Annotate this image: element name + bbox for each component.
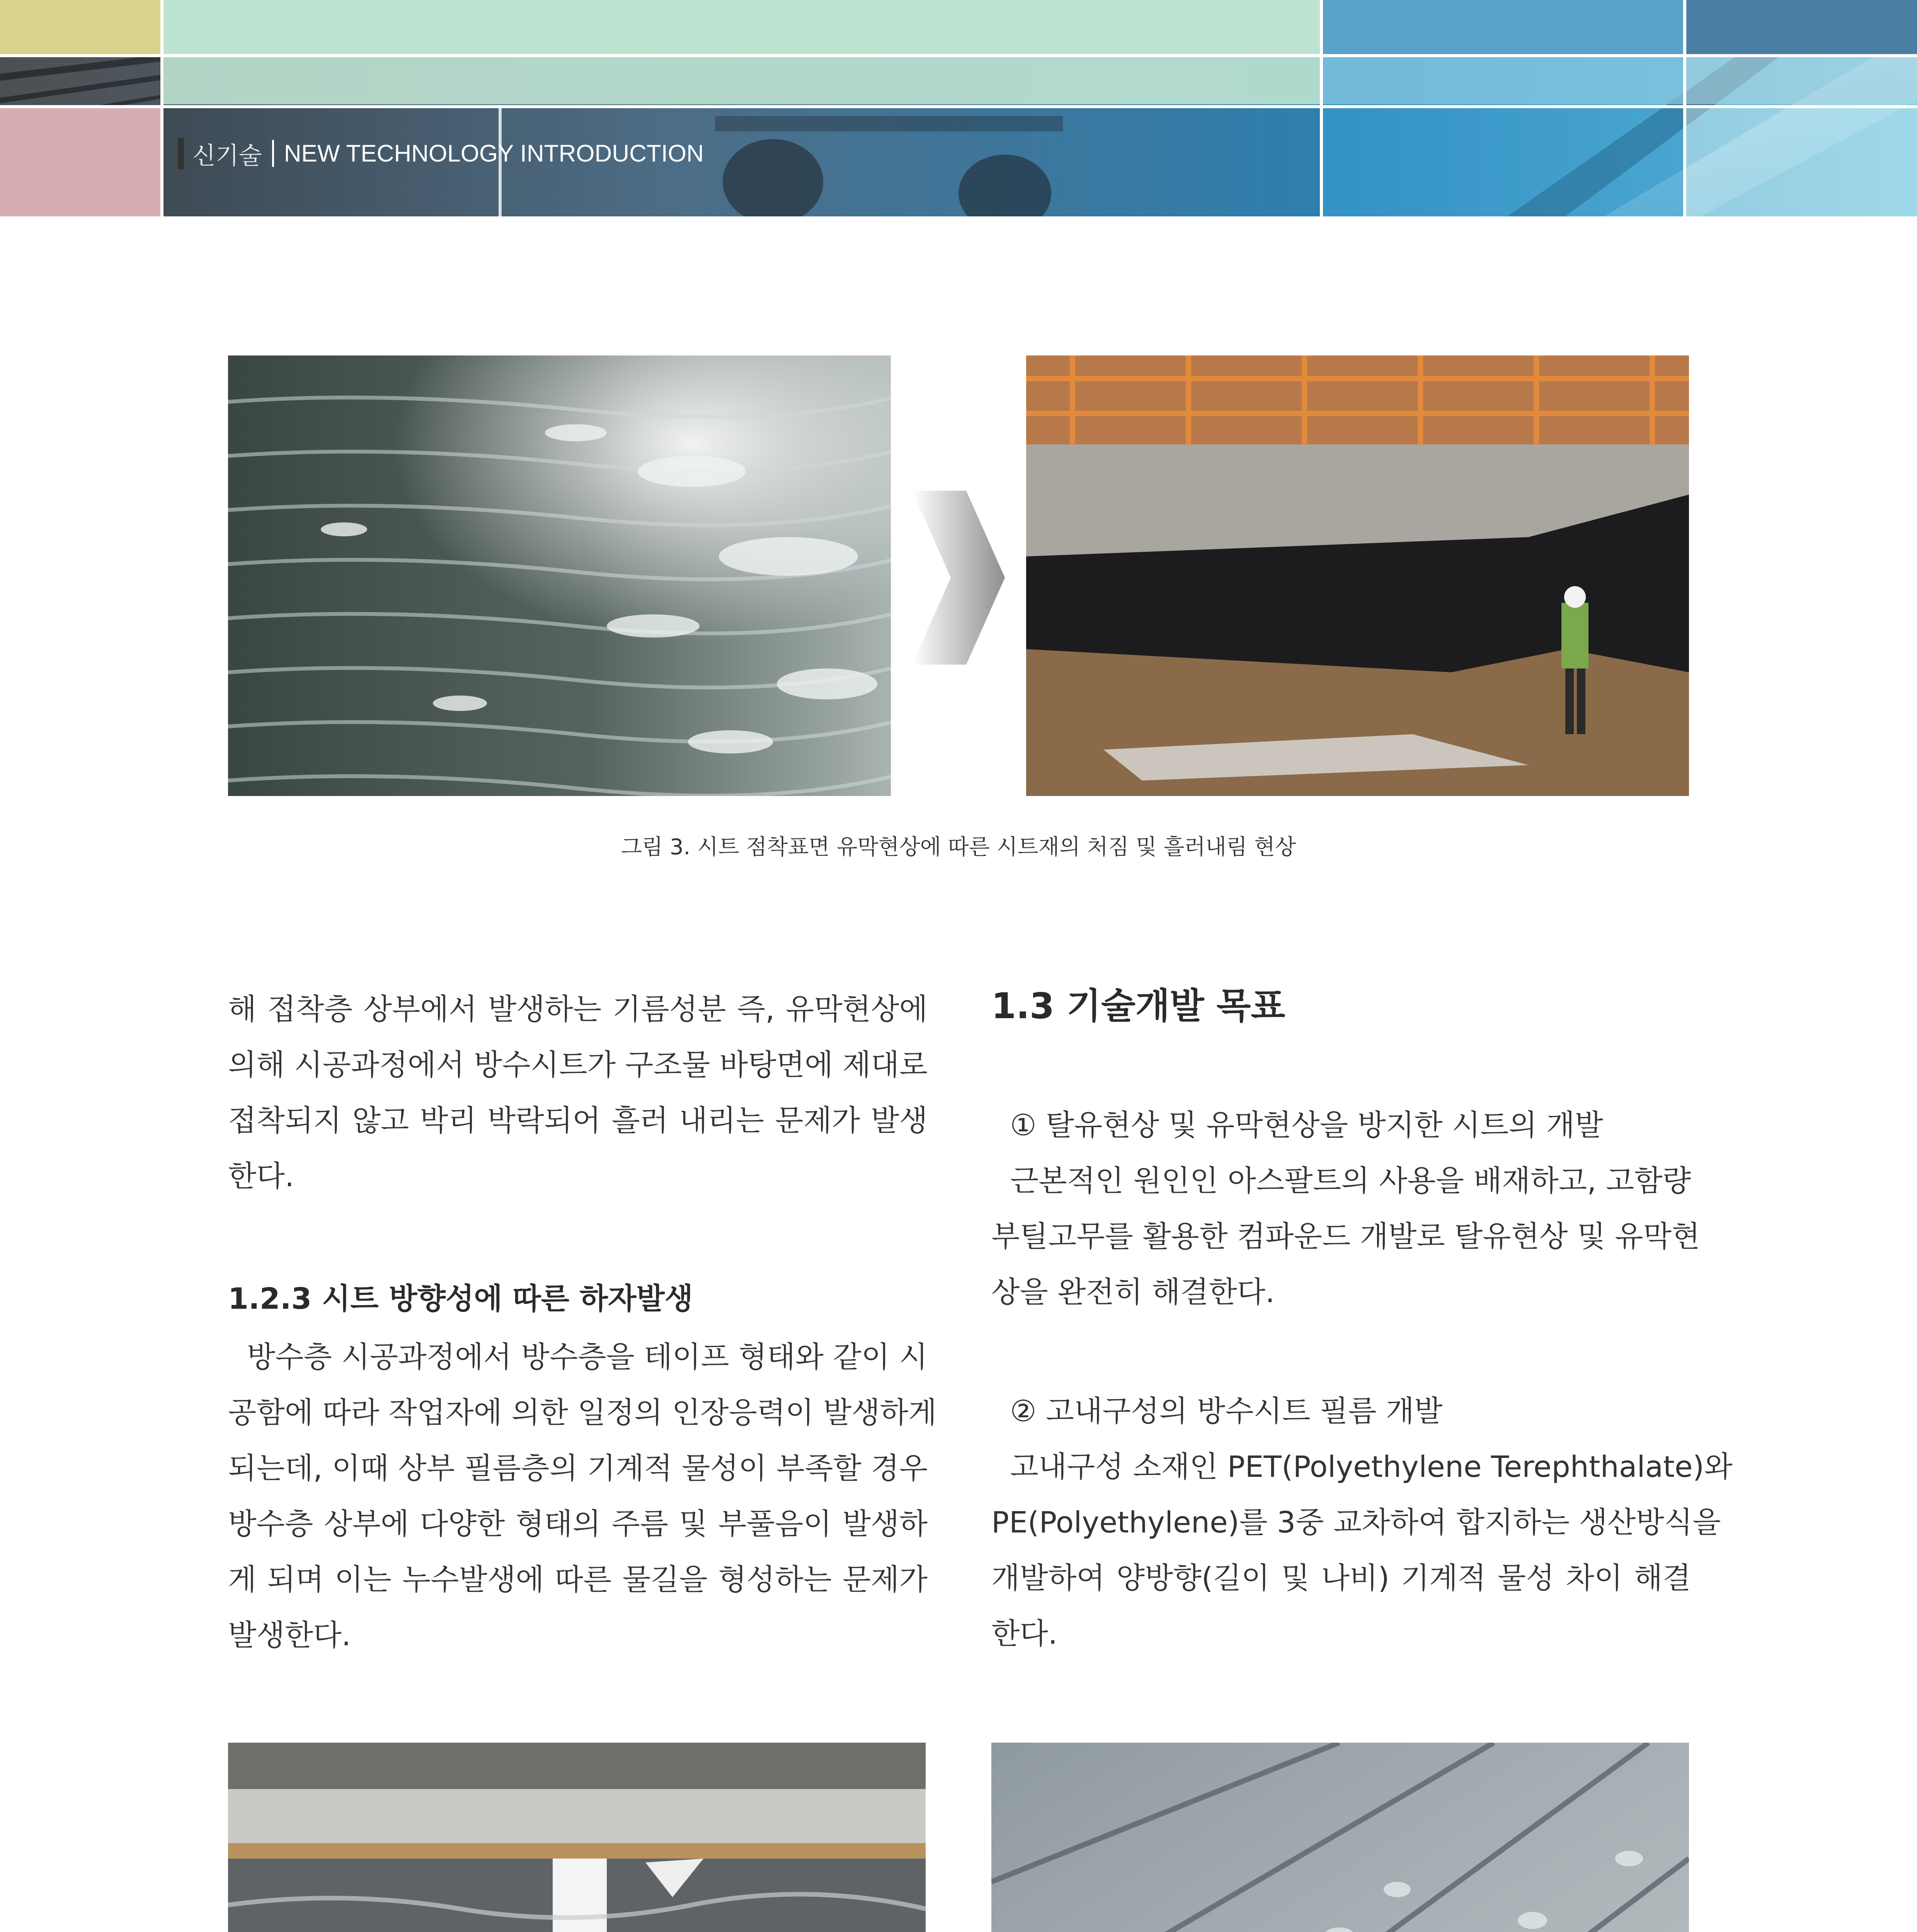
right-item2: [991, 1383, 1733, 1662]
left-intro-paragraph: [228, 981, 928, 1204]
section-label-ko: 신기술: [192, 142, 262, 169]
oil-film-photo-graphic: [228, 355, 891, 796]
wrinkled-membrane-photo: [228, 1743, 926, 1932]
sheet-surface-oil-film-photo: [228, 355, 891, 796]
text-line: 부틸고무를 활용한 컴파운드 개발로 탈유현상 및 유막현: [991, 1219, 1700, 1253]
text-line: 고내구성 소재인 PET(Polyethylene Terephthalate)와: [991, 1449, 1733, 1484]
text-line: 해 접착층 상부에서 발생하는 기름성분 즉, 유막현상에: [228, 992, 928, 1026]
text-line: 근본적인 원인인 아스팔트의 사용을 배재하고, 고함량: [991, 1163, 1691, 1198]
section-label-en: NEW TECHNOLOGY INTRODUCTION: [284, 140, 704, 167]
running-head-divider: [272, 140, 274, 167]
running-head: [178, 136, 704, 171]
text-line: 게 되며 이는 누수발생에 따른 물길을 형성하는 문제가: [228, 1562, 928, 1597]
text-line: 되는데, 이때 상부 필름층의 기계적 물성이 부족할 경우: [228, 1451, 928, 1485]
text-line: 방수층 시공과정에서 방수층을 테이프 형태와 같이 시: [228, 1340, 928, 1374]
construction-photo-graphic: [1026, 355, 1689, 796]
blistered-membrane-graphic: [991, 1743, 1689, 1932]
blistered-membrane-photo: [991, 1743, 1689, 1932]
text-line: 개발하여 양방향(길이 및 나비) 기계적 물성 차이 해결: [991, 1561, 1691, 1595]
text-line: 의해 시공과정에서 방수시트가 구조물 바탕면에 제대로: [228, 1048, 928, 1082]
text-line: 공함에 따라 작업자에 의한 일정의 인장응력이 발생하게: [228, 1395, 937, 1430]
text-line: PE(Polyethylene)를 3중 교차하여 합지하는 생산방식을: [991, 1505, 1721, 1539]
text-line: 한다.: [991, 1616, 1057, 1651]
item1-title: ① 탈유현상 및 유막현상을 방지한 시트의 개발: [991, 1108, 1603, 1142]
text-line: 한다.: [228, 1159, 294, 1193]
arrow-right-icon: [912, 491, 1005, 665]
text-line: 접착되지 않고 박리 박락되어 흘러 내리는 문제가 발생: [228, 1103, 928, 1138]
text-line: 발생한다.: [228, 1618, 351, 1652]
section-heading-1-3: 1.3 기술개발 목표: [991, 985, 1285, 1027]
section-heading-1-2-3: 1.2.3 시트 방향성에 따른 하자발생: [228, 1281, 693, 1316]
running-head-bar: [178, 138, 184, 169]
header-banner: [0, 0, 1917, 216]
left-body-paragraph: [228, 1329, 937, 1663]
wrinkled-membrane-graphic: [228, 1743, 926, 1932]
figure3-caption: 그림 3. 시트 점착표면 유막현상에 따른 시트재의 처짐 및 흘러내림 현상: [621, 835, 1296, 860]
item2-title: ② 고내구성의 방수시트 필름 개발: [991, 1394, 1443, 1428]
banner-graphic: [0, 0, 1917, 216]
text-line: 방수층 상부에 다양한 형태의 주름 및 부풀음이 발생하: [228, 1507, 928, 1541]
right-item1: [991, 1097, 1700, 1320]
construction-site-waterproof-sheet-photo: [1026, 355, 1689, 796]
text-line: 상을 완전히 해결한다.: [991, 1275, 1275, 1309]
